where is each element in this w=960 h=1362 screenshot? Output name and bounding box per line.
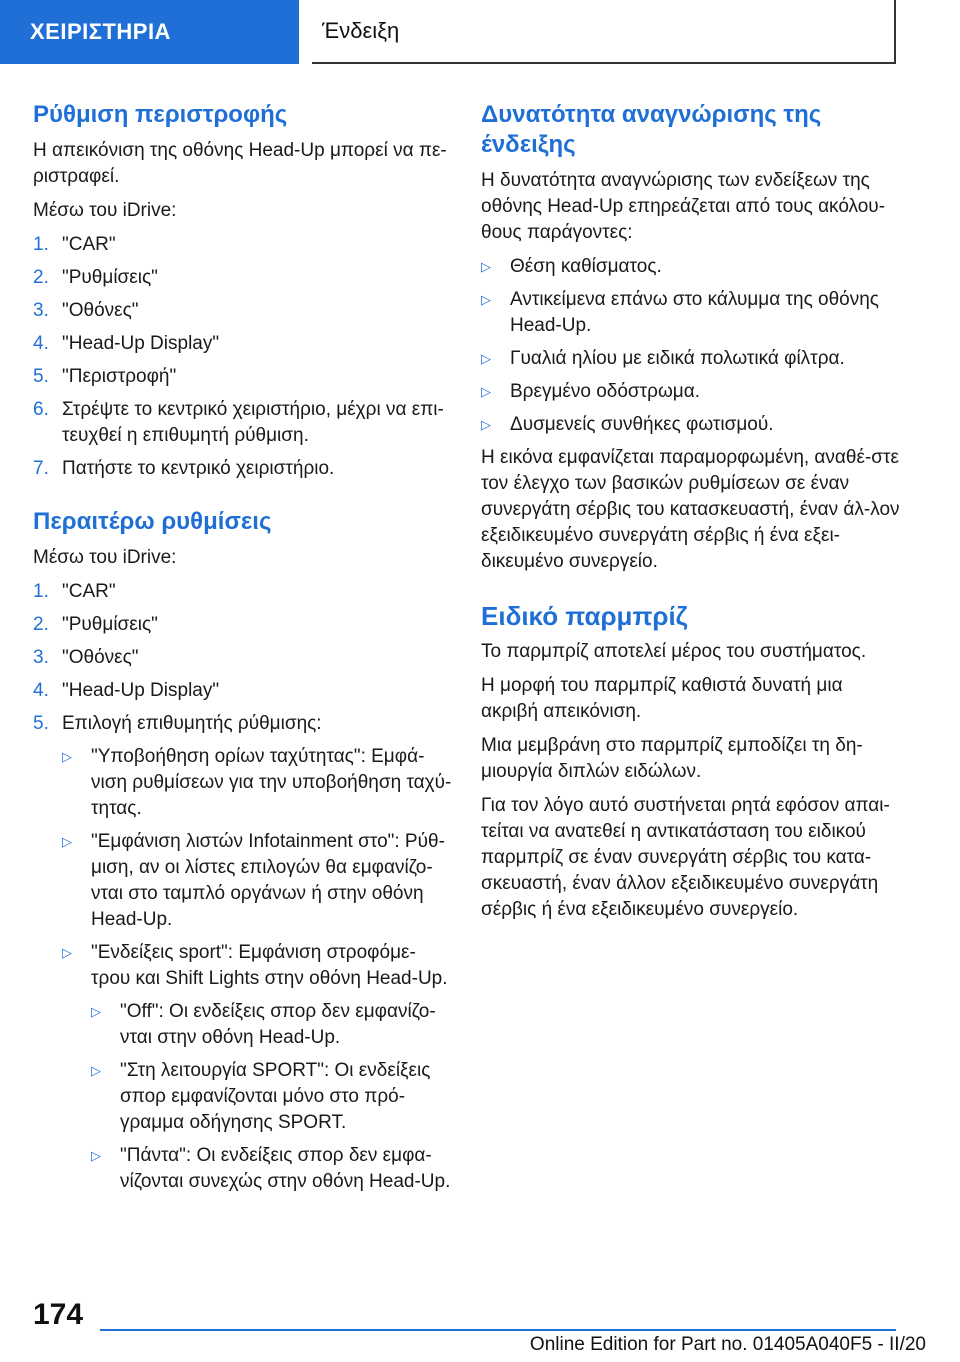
triangle-right-outline-icon: ▷: [91, 1004, 101, 1019]
list-item: [33, 232, 453, 258]
right-column: [481, 100, 901, 931]
further-settings-heading: Περαιτέρω ρυθμίσεις: [33, 508, 272, 535]
triangle-right-outline-icon: ▷: [481, 259, 491, 274]
edition-footer: Online Edition for Part no. 01405A040F5 - II/20: [529, 1334, 926, 1355]
list-item: [91, 1058, 453, 1136]
step-number: 1.: [33, 581, 49, 602]
triangle-right-outline-icon: ▷: [91, 1063, 101, 1078]
step-text: "Ρυθμίσεις": [62, 267, 158, 288]
list-item: [91, 1143, 453, 1195]
list-item: [33, 579, 453, 605]
list-item: [33, 678, 453, 704]
rotation-heading: Ρύθμιση περιστροφής: [33, 101, 288, 128]
option-text: "Off": Οι ενδείξεις σπορ δεν εμφανίζο‐νται στην οθόνη Head-Up.: [120, 1001, 436, 1048]
triangle-right-outline-icon: ▷: [481, 417, 491, 432]
list-item: [33, 397, 453, 449]
visibility-factors: [481, 254, 901, 438]
further-steps: [33, 579, 453, 737]
factor-text: Γυαλιά ηλίου με ειδικά πολωτικά φίλτρα.: [510, 348, 845, 369]
list-item: [33, 711, 453, 737]
section-title: Ένδειξη: [312, 0, 896, 64]
triangle-right-outline-icon: ▷: [481, 351, 491, 366]
list-item: [62, 744, 453, 822]
step-text: "Head-Up Display": [62, 680, 220, 701]
list-item: [481, 412, 901, 438]
step-text: "CAR": [62, 581, 116, 602]
step-number: 2.: [33, 267, 49, 288]
step-text: "Οθόνες": [62, 300, 139, 321]
windshield-paragraph: Για τον λόγο αυτό συστήνεται ρητά εφόσον απαι‐τείται να ανατεθεί η αντικατάσταση του ειδικού παρμπρίζ σε έναν συνεργάτη σέρβις του κατα‐σκευαστή, έναν άλλον εξειδικευμένο συνεργάτη σέρβις ή ένα εξειδικευμένο συνεργείο.: [481, 795, 890, 920]
footer-divider: [100, 1329, 896, 1331]
list-item: [33, 265, 453, 291]
list-item: [62, 829, 453, 933]
option-text: "Πάντα": Οι ενδείξεις σπορ δεν εμφα‐νίζονται συνεχώς στην οθόνη Head-Up.: [120, 1145, 451, 1192]
triangle-right-outline-icon: ▷: [62, 945, 72, 960]
step-number: 3.: [33, 300, 49, 321]
list-item: [481, 346, 901, 372]
settings-options: [62, 744, 453, 992]
windshield-paragraph: Μια μεμβράνη στο παρμπρίζ εμποδίζει τη δη‐μιουργία διπλών ειδώλων.: [481, 735, 863, 782]
factor-text: Αντικείμενα επάνω στο κάλυμμα της οθόνης Head-Up.: [510, 289, 879, 336]
list-item: [33, 612, 453, 638]
option-text: "Εμφάνιση λιστών Infotainment στο": Ρύθ‐μιση, αν οι λίστες επιλογών θα εμφανίζο‐νται στο ταμπλό οργάνων ή στην οθόνη Head-Up.: [91, 831, 445, 930]
step-text: "Οθόνες": [62, 647, 139, 668]
step-text: Στρέψτε το κεντρικό χειριστήριο, μέχρι να επι‐τευχθεί η επιθυμητή ρύθμιση.: [62, 399, 444, 446]
list-item: [33, 364, 453, 390]
windshield-paragraph: Η μορφή του παρμπρίζ καθιστά δυνατή μια ακριβή απεικόνιση.: [481, 675, 843, 722]
windshield-paragraph: Το παρμπρίζ αποτελεί μέρος του συστήματος.: [481, 641, 867, 662]
left-column: [33, 100, 453, 1202]
triangle-right-outline-icon: ▷: [481, 292, 491, 307]
visibility-heading: Δυνατότητα αναγνώρισης της ένδειξης: [481, 101, 822, 158]
factor-text: Βρεγμένο οδόστρωμα.: [510, 381, 701, 402]
list-item: [33, 298, 453, 324]
step-number: 1.: [33, 234, 49, 255]
visibility-note: Η εικόνα εμφανίζεται παραμορφωμένη, αναθέ‐στε τον έλεγχο των βασικών ρυθμίσεων σε έναν συνεργάτη σέρβις του κατασκευαστή, έναν άλ‐λον εξειδικευμένο συνεργάτη σέρβις ή ένα εξει‐δικευμένο συνεργείο.: [481, 447, 900, 572]
triangle-right-outline-icon: ▷: [481, 384, 491, 399]
step-number: 5.: [33, 366, 49, 387]
rotation-via: Μέσω του iDrive:: [33, 200, 177, 221]
list-item: [33, 331, 453, 357]
list-item: [91, 999, 453, 1051]
rotation-steps: [33, 232, 453, 482]
list-item: [33, 456, 453, 482]
triangle-right-outline-icon: ▷: [62, 834, 72, 849]
factor-text: Δυσμενείς συνθήκες φωτισμού.: [510, 414, 774, 435]
list-item: [33, 645, 453, 671]
step-number: 7.: [33, 458, 49, 479]
list-item: [481, 379, 901, 405]
rotation-intro: Η απεικόνιση της οθόνης Head-Up μπορεί να πε‐ριστραφεί.: [33, 140, 447, 187]
list-item: [62, 940, 453, 992]
option-text: "Υποβοήθηση ορίων ταχύτητας": Εμφά‐νιση ρυθμίσεων για την υποβοήθηση ταχύ‐τητας.: [91, 746, 452, 819]
step-number: 6.: [33, 399, 49, 420]
step-number: 2.: [33, 614, 49, 635]
windshield-heading: Ειδικό παρμπρίζ: [481, 601, 688, 631]
step-text: Πατήστε το κεντρικό χειριστήριο.: [62, 458, 335, 479]
page-number: 174: [33, 1298, 84, 1331]
triangle-right-outline-icon: ▷: [91, 1148, 101, 1163]
step-text: "Περιστροφή": [62, 366, 177, 387]
sport-options: [91, 999, 453, 1195]
step-text: "CAR": [62, 234, 116, 255]
triangle-right-outline-icon: ▷: [62, 749, 72, 764]
step-number: 5.: [33, 713, 49, 734]
step-number: 4.: [33, 680, 49, 701]
step-text: Επιλογή επιθυμητής ρύθμισης:: [62, 713, 322, 734]
step-text: "Head-Up Display": [62, 333, 220, 354]
list-item: [481, 287, 901, 339]
further-via: Μέσω του iDrive:: [33, 547, 177, 568]
list-item: [481, 254, 901, 280]
visibility-intro: Η δυνατότητα αναγνώρισης των ενδείξεων της οθόνης Head-Up επηρεάζεται από τους ακόλου‐θους παράγοντες:: [481, 170, 886, 243]
step-text: "Ρυθμίσεις": [62, 614, 158, 635]
step-number: 3.: [33, 647, 49, 668]
step-number: 4.: [33, 333, 49, 354]
option-text: "Ενδείξεις sport": Εμφάνιση στροφόμε‐τρου και Shift Lights στην οθόνη Head-Up.: [91, 942, 448, 989]
option-text: "Στη λειτουργία SPORT": Οι ενδείξεις σπορ εμφανίζονται μόνο στο πρό‐γραμμα οδήγησης SPORT.: [120, 1060, 431, 1133]
chapter-tab: ΧΕΙΡΙΣΤΗΡΙΑ: [0, 0, 299, 64]
factor-text: Θέση καθίσματος.: [510, 256, 662, 277]
